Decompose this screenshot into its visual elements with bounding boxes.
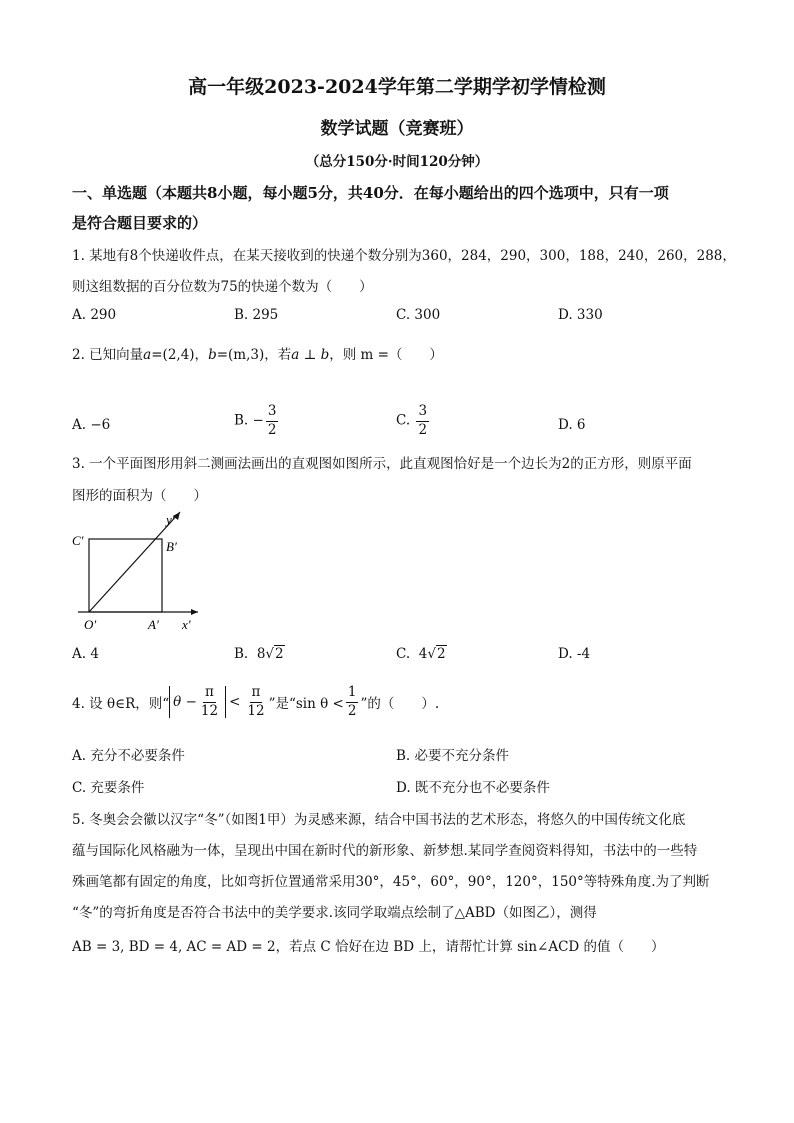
oblique-square-figure — [70, 508, 210, 634]
q1-stem-line2: 则这组数据的百分位数为75的快递个数为（ ） — [72, 279, 373, 295]
q1-option-d: D. 330 — [558, 307, 603, 323]
section-heading-line2: 是符合题目要求的） — [72, 214, 208, 232]
q5-stem-line5: AB = 3, BD = 4, AC = AD = 2，若点 C 恰好在边 BD 上，请帮忙计算 sin∠ACD 的值（ ） — [72, 939, 665, 955]
q2-option-b: B. − $\frac{3}{2}$ — [234, 403, 277, 438]
section-heading-line1: 一、单选题（本题共8小题，每小题5分，共40分．在每小题给出的四个选项中，只有一项 — [72, 184, 669, 202]
q5-stem-line3: 殊画笔都有固定的角度，比如弯折位置通常采用30°，45°，60°，90°，120°，150°等特殊角度.为了判断 — [72, 874, 710, 890]
exam-title: 高一年级2023-2024学年第二学期学初学情检测 — [188, 76, 606, 98]
label-y: y′ — [166, 512, 175, 527]
label-c: C′ — [72, 533, 84, 548]
q2-option-a: A. −6 — [72, 417, 111, 433]
q5-stem-line1: 5. 冬奥会会徽以汉字“冬”（如图1甲）为灵感来源，结合中国书法的艺术形态，将悠久的中国传统文化底 — [72, 812, 686, 828]
q1-option-b: B. 295 — [234, 307, 279, 323]
q3-stem-line2: 图形的面积为（ ） — [72, 488, 207, 504]
q2-stem: 2. 已知向量a=(2,4)，b=(m,3)，若a ⊥ b，则 m =（ ） — [72, 347, 443, 363]
q4-option-c: C. 充要条件 — [72, 780, 145, 796]
q5-stem-line2: 蕴与国际化风格融为一体，呈现出中国在新时代的新形象、新梦想.某同学查阅资料得知，书法中的一些特 — [72, 843, 698, 859]
q3-option-a: A. 4 — [72, 646, 99, 662]
exam-subtitle: 数学试题（竞赛班） — [320, 119, 474, 139]
label-a: A′ — [148, 617, 159, 632]
q3-option-c: C. 4√2 — [396, 646, 446, 662]
q4-stem: 4. 设 θ∈R，则“ θ − $\frac{\pi}{12}$ < $\frac{\pi}{12}$ ”是“sin θ < $\frac{1}{2}$ ”的（ ）. — [72, 684, 440, 719]
q3-option-d: D. -4 — [558, 646, 591, 662]
q3-option-b: B. 8√2 — [234, 646, 284, 662]
score-time: （总分150分·时间120分钟） — [305, 154, 489, 170]
q4-option-a: A. 充分不必要条件 — [72, 748, 185, 764]
q1-stem-line1: 1. 某地有8个快递收件点，在某天接收到的快递个数分别为360，284，290，300，188，240，260，288， — [72, 248, 736, 264]
q4-option-d: D. 既不充分也不必要条件 — [396, 780, 550, 796]
q2-option-d: D. 6 — [558, 417, 586, 433]
q1-option-c: C. 300 — [396, 307, 441, 323]
label-o: O′ — [84, 617, 97, 632]
label-x: x′ — [182, 617, 191, 632]
q5-stem-line4: “冬”的弯折角度是否符合书法中的美学要求.该同学取端点绘制了△ABD（如图乙），测得 — [72, 905, 597, 921]
label-b: B′ — [166, 539, 177, 554]
q1-option-a: A. 290 — [72, 307, 117, 323]
q3-stem-line1: 3. 一个平面图形用斜二测画法画出的直观图如图所示，此直观图恰好是一个边长为2的正方形，则原平面 — [72, 456, 692, 472]
q2-option-c: C. $\frac{3}{2}$ — [396, 403, 428, 438]
q4-option-b: B. 必要不充分条件 — [396, 748, 510, 764]
